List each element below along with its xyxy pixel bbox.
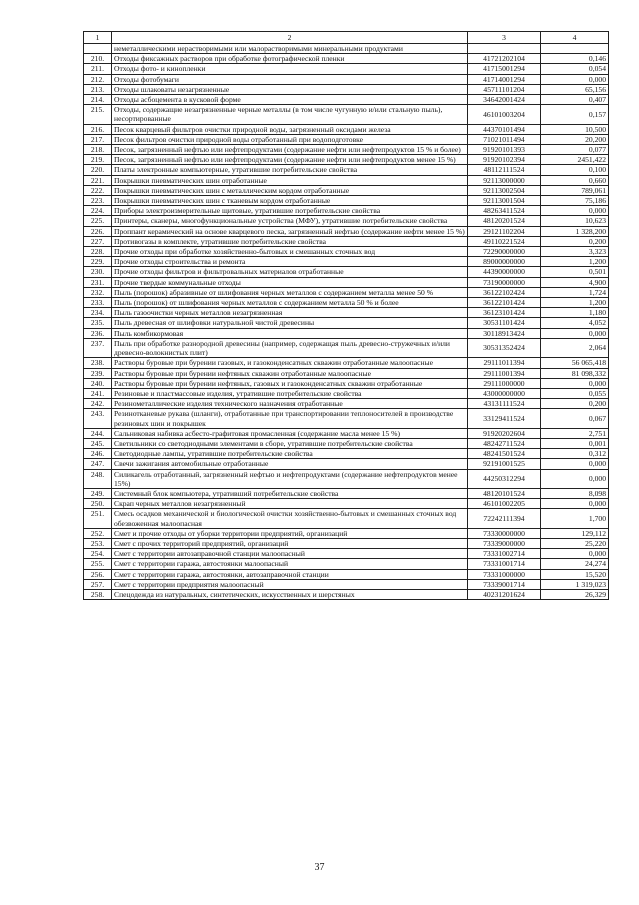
waste-name: Отходы фотобумаги bbox=[112, 74, 468, 84]
row-number: 246. bbox=[84, 449, 112, 459]
table-row bbox=[84, 206, 609, 216]
waste-name: Пыль при обработке разнородной древесины (например, содержащая пыль древесно-стружечных и/или древесно-волокнистых плит) bbox=[112, 338, 468, 357]
waste-amount: 0,001 bbox=[541, 438, 609, 448]
waste-code: 36122102424 bbox=[468, 287, 541, 297]
waste-amount: 0,146 bbox=[541, 54, 609, 64]
table-row bbox=[84, 216, 609, 226]
table-row bbox=[84, 388, 609, 398]
table-row bbox=[84, 105, 609, 124]
waste-name: Покрышки пневматических шин с тканевым кордом отработанные bbox=[112, 196, 468, 206]
waste-amount: 0,000 bbox=[541, 459, 609, 469]
waste-code: 48241501524 bbox=[468, 449, 541, 459]
table-row bbox=[84, 196, 609, 206]
waste-name: Смет с территории гаража, автостоянки малоопасный bbox=[112, 559, 468, 569]
table-row bbox=[84, 499, 609, 509]
waste-name: Платы электронные компьютерные, утратившие потребительские свойства bbox=[112, 165, 468, 175]
row-number bbox=[84, 44, 112, 54]
waste-amount: 15,520 bbox=[541, 569, 609, 579]
waste-name: Приборы электроизмерительные щитовые, утратившие потребительские свойства bbox=[112, 206, 468, 216]
waste-code: 73339000000 bbox=[468, 538, 541, 548]
row-number: 227. bbox=[84, 236, 112, 246]
waste-name: Прочие отходы при обработке хозяйственно-бытовых и смешанных сточных вод bbox=[112, 247, 468, 257]
row-number: 224. bbox=[84, 206, 112, 216]
waste-name: Растворы буровые при бурении нефтяных скважин отработанные малоопасные bbox=[112, 368, 468, 378]
table-body bbox=[84, 44, 609, 600]
row-number: 234. bbox=[84, 308, 112, 318]
waste-name: Пыль (порошок) абразивные от шлифования черных металлов с содержанием металла менее 50 % bbox=[112, 287, 468, 297]
table-row bbox=[84, 449, 609, 459]
waste-name: Светильники со светодиодными элементами в сборе, утратившие потребительские свойства bbox=[112, 438, 468, 448]
table-row bbox=[84, 145, 609, 155]
row-number: 248. bbox=[84, 469, 112, 488]
waste-name: Прочие отходы строительства и ремонта bbox=[112, 257, 468, 267]
waste-amount: 0,077 bbox=[541, 145, 609, 155]
table-row bbox=[84, 399, 609, 409]
row-number: 251. bbox=[84, 509, 112, 528]
waste-code: 73331000000 bbox=[468, 569, 541, 579]
waste-amount: 129,112 bbox=[541, 528, 609, 538]
waste-code: 34642001424 bbox=[468, 95, 541, 105]
waste-code: 73339001714 bbox=[468, 579, 541, 589]
header-col-2: 2 bbox=[112, 32, 468, 44]
table-row bbox=[84, 84, 609, 94]
waste-amount: 0,000 bbox=[541, 549, 609, 559]
row-number: 239. bbox=[84, 368, 112, 378]
waste-code: 33129411524 bbox=[468, 409, 541, 428]
row-number: 215. bbox=[84, 105, 112, 124]
waste-code: 48120201524 bbox=[468, 216, 541, 226]
table-row bbox=[84, 559, 609, 569]
row-number: 220. bbox=[84, 165, 112, 175]
table-row bbox=[84, 579, 609, 589]
waste-name: Смет с территории предприятия малоопасный bbox=[112, 579, 468, 589]
table-row bbox=[84, 247, 609, 257]
waste-code: 36122101424 bbox=[468, 298, 541, 308]
row-number: 229. bbox=[84, 257, 112, 267]
header-col-1: 1 bbox=[84, 32, 112, 44]
row-number: 228. bbox=[84, 247, 112, 257]
waste-code: 29121102204 bbox=[468, 226, 541, 236]
waste-amount: 0,055 bbox=[541, 388, 609, 398]
row-number: 237. bbox=[84, 338, 112, 357]
table-row bbox=[84, 569, 609, 579]
waste-code: 71021011494 bbox=[468, 134, 541, 144]
waste-name: Спецодежда из натуральных, синтетических, искусственных и шерстяных bbox=[112, 589, 468, 599]
waste-code: 91920102394 bbox=[468, 155, 541, 165]
waste-code: 92113002504 bbox=[468, 185, 541, 195]
waste-amount: 1,200 bbox=[541, 257, 609, 267]
row-number: 219. bbox=[84, 155, 112, 165]
waste-table bbox=[83, 31, 609, 600]
table-row bbox=[84, 287, 609, 297]
table-row bbox=[84, 409, 609, 428]
waste-name: Силикагель отработанный, загрязненный нефтью и нефтепродуктами (содержание нефтепродуктов менее 15%) bbox=[112, 469, 468, 488]
waste-amount: 0,000 bbox=[541, 206, 609, 216]
table-row bbox=[84, 257, 609, 267]
waste-amount: 0,501 bbox=[541, 267, 609, 277]
waste-code: 73190000000 bbox=[468, 277, 541, 287]
waste-amount: 4,052 bbox=[541, 318, 609, 328]
waste-name: неметаллическими нерастворимыми или малорастворимыми минеральными продуктами bbox=[112, 44, 468, 54]
waste-name: Растворы буровые при бурении газовых, и газоконденсатных скважин отработанные малоопасные bbox=[112, 358, 468, 368]
row-number: 247. bbox=[84, 459, 112, 469]
waste-name: Растворы буровые при бурении нефтяных, газовых и газоконденсатных скважин отработанные bbox=[112, 378, 468, 388]
waste-name: Свечи зажигания автомобильные отработанные bbox=[112, 459, 468, 469]
page-number: 37 bbox=[314, 862, 325, 873]
table-row bbox=[84, 236, 609, 246]
waste-code: 41721202104 bbox=[468, 54, 541, 64]
waste-amount: 3,323 bbox=[541, 247, 609, 257]
table-row bbox=[84, 469, 609, 488]
waste-name: Смет с прочих территорий предприятий, организаций bbox=[112, 538, 468, 548]
table-row bbox=[84, 74, 609, 84]
waste-code: 73331002714 bbox=[468, 549, 541, 559]
table-row bbox=[84, 488, 609, 498]
table-header-row bbox=[84, 32, 609, 44]
waste-code: 91920202604 bbox=[468, 428, 541, 438]
waste-name: Отходы шлаковаты незагрязненные bbox=[112, 84, 468, 94]
waste-name: Смет и прочие отходы от уборки территории предприятий, организаций bbox=[112, 528, 468, 538]
waste-amount: 0,407 bbox=[541, 95, 609, 105]
table-row bbox=[84, 277, 609, 287]
waste-code: 43000000000 bbox=[468, 388, 541, 398]
waste-name: Смет с территории гаража, автостоянки, автозаправочной станции bbox=[112, 569, 468, 579]
row-number: 221. bbox=[84, 175, 112, 185]
waste-amount: 0,660 bbox=[541, 175, 609, 185]
row-number: 236. bbox=[84, 328, 112, 338]
row-number: 214. bbox=[84, 95, 112, 105]
waste-code: 41714001294 bbox=[468, 74, 541, 84]
waste-code: 45711101204 bbox=[468, 84, 541, 94]
row-number: 212. bbox=[84, 74, 112, 84]
waste-name: Пыль древесная от шлифовки натуральной чистой древесины bbox=[112, 318, 468, 328]
waste-name: Отходы фото- и кинопленки bbox=[112, 64, 468, 74]
table-row bbox=[84, 308, 609, 318]
waste-code: 72290000000 bbox=[468, 247, 541, 257]
row-number: 242. bbox=[84, 399, 112, 409]
waste-name: Смет с территории автозаправочной станции малоопасный bbox=[112, 549, 468, 559]
waste-code: 29111000000 bbox=[468, 378, 541, 388]
row-number: 232. bbox=[84, 287, 112, 297]
table-row bbox=[84, 44, 609, 54]
row-number: 230. bbox=[84, 267, 112, 277]
waste-amount: 81 098,332 bbox=[541, 368, 609, 378]
row-number: 213. bbox=[84, 84, 112, 94]
waste-code: 48112111524 bbox=[468, 165, 541, 175]
waste-name: Отходы, содержащие незагрязненные черные металлы (в том числе чугунную и/или стальную пыль), несортированные bbox=[112, 105, 468, 124]
waste-amount: 0,000 bbox=[541, 328, 609, 338]
row-number: 254. bbox=[84, 549, 112, 559]
table-row bbox=[84, 175, 609, 185]
waste-code: 89000000000 bbox=[468, 257, 541, 267]
waste-name: Песок, загрязненный нефтью или нефтепродуктами (содержание нефти или нефтепродуктов 15 % и более) bbox=[112, 145, 468, 155]
waste-amount: 1 319,023 bbox=[541, 579, 609, 589]
row-number: 252. bbox=[84, 528, 112, 538]
waste-code: 29111001394 bbox=[468, 368, 541, 378]
waste-amount: 1,180 bbox=[541, 308, 609, 318]
waste-amount: 10,623 bbox=[541, 216, 609, 226]
row-number: 226. bbox=[84, 226, 112, 236]
waste-code: 36123101424 bbox=[468, 308, 541, 318]
waste-name: Покрышки пневматических шин с металлическим кордом отработанные bbox=[112, 185, 468, 195]
table-row bbox=[84, 589, 609, 599]
waste-name: Покрышки пневматических шин отработанные bbox=[112, 175, 468, 185]
waste-code: 46101002205 bbox=[468, 499, 541, 509]
waste-code: 92113001504 bbox=[468, 196, 541, 206]
waste-amount: 0,200 bbox=[541, 399, 609, 409]
table-row bbox=[84, 438, 609, 448]
header-col-4: 4 bbox=[541, 32, 609, 44]
waste-amount: 0,000 bbox=[541, 499, 609, 509]
table-row bbox=[84, 378, 609, 388]
waste-code: 44250312294 bbox=[468, 469, 541, 488]
waste-code: 48263411524 bbox=[468, 206, 541, 216]
row-number: 225. bbox=[84, 216, 112, 226]
waste-amount: 24,274 bbox=[541, 559, 609, 569]
table-row bbox=[84, 298, 609, 308]
row-number: 257. bbox=[84, 579, 112, 589]
table-row bbox=[84, 95, 609, 105]
row-number: 235. bbox=[84, 318, 112, 328]
waste-amount: 0,000 bbox=[541, 378, 609, 388]
row-number: 255. bbox=[84, 559, 112, 569]
waste-code: 49110221524 bbox=[468, 236, 541, 246]
waste-code: 44370101494 bbox=[468, 124, 541, 134]
waste-code: 30531352424 bbox=[468, 338, 541, 357]
waste-amount: 4,900 bbox=[541, 277, 609, 287]
table-row bbox=[84, 328, 609, 338]
table-row bbox=[84, 226, 609, 236]
waste-amount: 8,098 bbox=[541, 488, 609, 498]
waste-code: 46101003204 bbox=[468, 105, 541, 124]
waste-amount: 0,157 bbox=[541, 105, 609, 124]
waste-code: 72242111394 bbox=[468, 509, 541, 528]
waste-code: 43131111524 bbox=[468, 399, 541, 409]
waste-code: 91920101393 bbox=[468, 145, 541, 155]
table-row bbox=[84, 358, 609, 368]
waste-name: Проппант керамический на основе кварцевого песка, загрязненный нефтью (содержание нефти менее 15 %) bbox=[112, 226, 468, 236]
row-number: 231. bbox=[84, 277, 112, 287]
waste-code: 29111011394 bbox=[468, 358, 541, 368]
table-row bbox=[84, 155, 609, 165]
waste-amount: 2451,422 bbox=[541, 155, 609, 165]
waste-amount: 2,751 bbox=[541, 428, 609, 438]
row-number: 216. bbox=[84, 124, 112, 134]
waste-amount: 1,200 bbox=[541, 298, 609, 308]
waste-code: 92191001525 bbox=[468, 459, 541, 469]
waste-name: Системный блок компьютера, утративший потребительские свойства bbox=[112, 488, 468, 498]
table-row bbox=[84, 64, 609, 74]
waste-code: 73330000000 bbox=[468, 528, 541, 538]
waste-amount: 26,329 bbox=[541, 589, 609, 599]
waste-amount: 56 065,418 bbox=[541, 358, 609, 368]
table-row bbox=[84, 124, 609, 134]
row-number: 253. bbox=[84, 538, 112, 548]
waste-amount: 65,156 bbox=[541, 84, 609, 94]
waste-amount: 75,186 bbox=[541, 196, 609, 206]
table-row bbox=[84, 267, 609, 277]
waste-code: 48120101524 bbox=[468, 488, 541, 498]
row-number: 243. bbox=[84, 409, 112, 428]
row-number: 218. bbox=[84, 145, 112, 155]
row-number: 250. bbox=[84, 499, 112, 509]
table-row bbox=[84, 318, 609, 328]
table-row bbox=[84, 459, 609, 469]
waste-amount: 1,724 bbox=[541, 287, 609, 297]
waste-amount: 0,067 bbox=[541, 409, 609, 428]
waste-amount: 0,054 bbox=[541, 64, 609, 74]
waste-code: 41715001294 bbox=[468, 64, 541, 74]
waste-name: Прочие твердые коммунальные отходы bbox=[112, 277, 468, 287]
table-row bbox=[84, 338, 609, 357]
waste-name: Резинотканевые рукава (шланги), отработанные при транспортировании теплоносителей в производстве резиновых шин и покрышек bbox=[112, 409, 468, 428]
waste-name: Противогазы в комплекте, утратившие потребительские свойства bbox=[112, 236, 468, 246]
waste-amount: 1 328,200 bbox=[541, 226, 609, 236]
waste-name: Сальниковая набивка асбесто-графитовая промасленная (содержание масла менее 15 %) bbox=[112, 428, 468, 438]
waste-code: 44390000000 bbox=[468, 267, 541, 277]
waste-name: Песок кварцевый фильтров очистки природной воды, загрязненный оксидами железа bbox=[112, 124, 468, 134]
waste-name: Светодиодные лампы, утратившие потребительские свойства bbox=[112, 449, 468, 459]
waste-code: 48242711524 bbox=[468, 438, 541, 448]
waste-name: Скрап черных металлов незагрязненный bbox=[112, 499, 468, 509]
row-number: 222. bbox=[84, 185, 112, 195]
waste-name: Пыль газоочистки черных металлов незагрязненная bbox=[112, 308, 468, 318]
waste-amount: 0,100 bbox=[541, 165, 609, 175]
table-row bbox=[84, 509, 609, 528]
waste-code: 30531101424 bbox=[468, 318, 541, 328]
row-number: 241. bbox=[84, 388, 112, 398]
waste-name: Отходы фиксажных растворов при обработке фотографической пленки bbox=[112, 54, 468, 64]
waste-amount: 1,700 bbox=[541, 509, 609, 528]
table-row bbox=[84, 185, 609, 195]
waste-name: Пыль комбикормовая bbox=[112, 328, 468, 338]
waste-code bbox=[468, 44, 541, 54]
table-row bbox=[84, 134, 609, 144]
waste-name: Песок фильтров очистки природной воды отработанный при водоподготовке bbox=[112, 134, 468, 144]
table-row bbox=[84, 54, 609, 64]
row-number: 249. bbox=[84, 488, 112, 498]
waste-amount: 0,312 bbox=[541, 449, 609, 459]
row-number: 211. bbox=[84, 64, 112, 74]
table-row bbox=[84, 165, 609, 175]
waste-amount: 25,220 bbox=[541, 538, 609, 548]
waste-code: 30118913424 bbox=[468, 328, 541, 338]
row-number: 245. bbox=[84, 438, 112, 448]
waste-amount: 10,500 bbox=[541, 124, 609, 134]
table-row bbox=[84, 528, 609, 538]
table-row bbox=[84, 538, 609, 548]
waste-amount: 0,200 bbox=[541, 236, 609, 246]
waste-amount: 2,064 bbox=[541, 338, 609, 357]
table-row bbox=[84, 549, 609, 559]
table-row bbox=[84, 368, 609, 378]
waste-name: Резиновые и пластмассовые изделия, утратившие потребительские свойства bbox=[112, 388, 468, 398]
header-col-3: 3 bbox=[468, 32, 541, 44]
row-number: 256. bbox=[84, 569, 112, 579]
row-number: 238. bbox=[84, 358, 112, 368]
row-number: 217. bbox=[84, 134, 112, 144]
waste-name: Пыль (порошок) от шлифования черных металлов с содержанием металла 50 % и более bbox=[112, 298, 468, 308]
row-number: 233. bbox=[84, 298, 112, 308]
waste-amount: 0,000 bbox=[541, 74, 609, 84]
waste-amount: 789,061 bbox=[541, 185, 609, 195]
row-number: 223. bbox=[84, 196, 112, 206]
waste-code: 40231201624 bbox=[468, 589, 541, 599]
waste-code: 92113000000 bbox=[468, 175, 541, 185]
waste-name: Смесь осадков механической и биологической очистки хозяйственно-бытовых и смешанных сточных вод обезвоженная малоопасная bbox=[112, 509, 468, 528]
waste-amount: 20,200 bbox=[541, 134, 609, 144]
waste-name: Принтеры, сканеры, многофункциональные устройства (МФУ), утратившие потребительские свойства bbox=[112, 216, 468, 226]
row-number: 240. bbox=[84, 378, 112, 388]
waste-name: Резинометаллические изделия технического назначения отработанные bbox=[112, 399, 468, 409]
table-row bbox=[84, 428, 609, 438]
row-number: 244. bbox=[84, 428, 112, 438]
waste-amount bbox=[541, 44, 609, 54]
row-number: 210. bbox=[84, 54, 112, 64]
waste-name: Отходы асбоцемента в кусковой форме bbox=[112, 95, 468, 105]
waste-amount: 0,000 bbox=[541, 469, 609, 488]
waste-code: 73331001714 bbox=[468, 559, 541, 569]
waste-name: Прочие отходы фильтров и фильтровальных материалов отработанные bbox=[112, 267, 468, 277]
row-number: 258. bbox=[84, 589, 112, 599]
waste-name: Песок, загрязненный нефтью или нефтепродуктами (содержание нефти или нефтепродуктов менее 15 %) bbox=[112, 155, 468, 165]
